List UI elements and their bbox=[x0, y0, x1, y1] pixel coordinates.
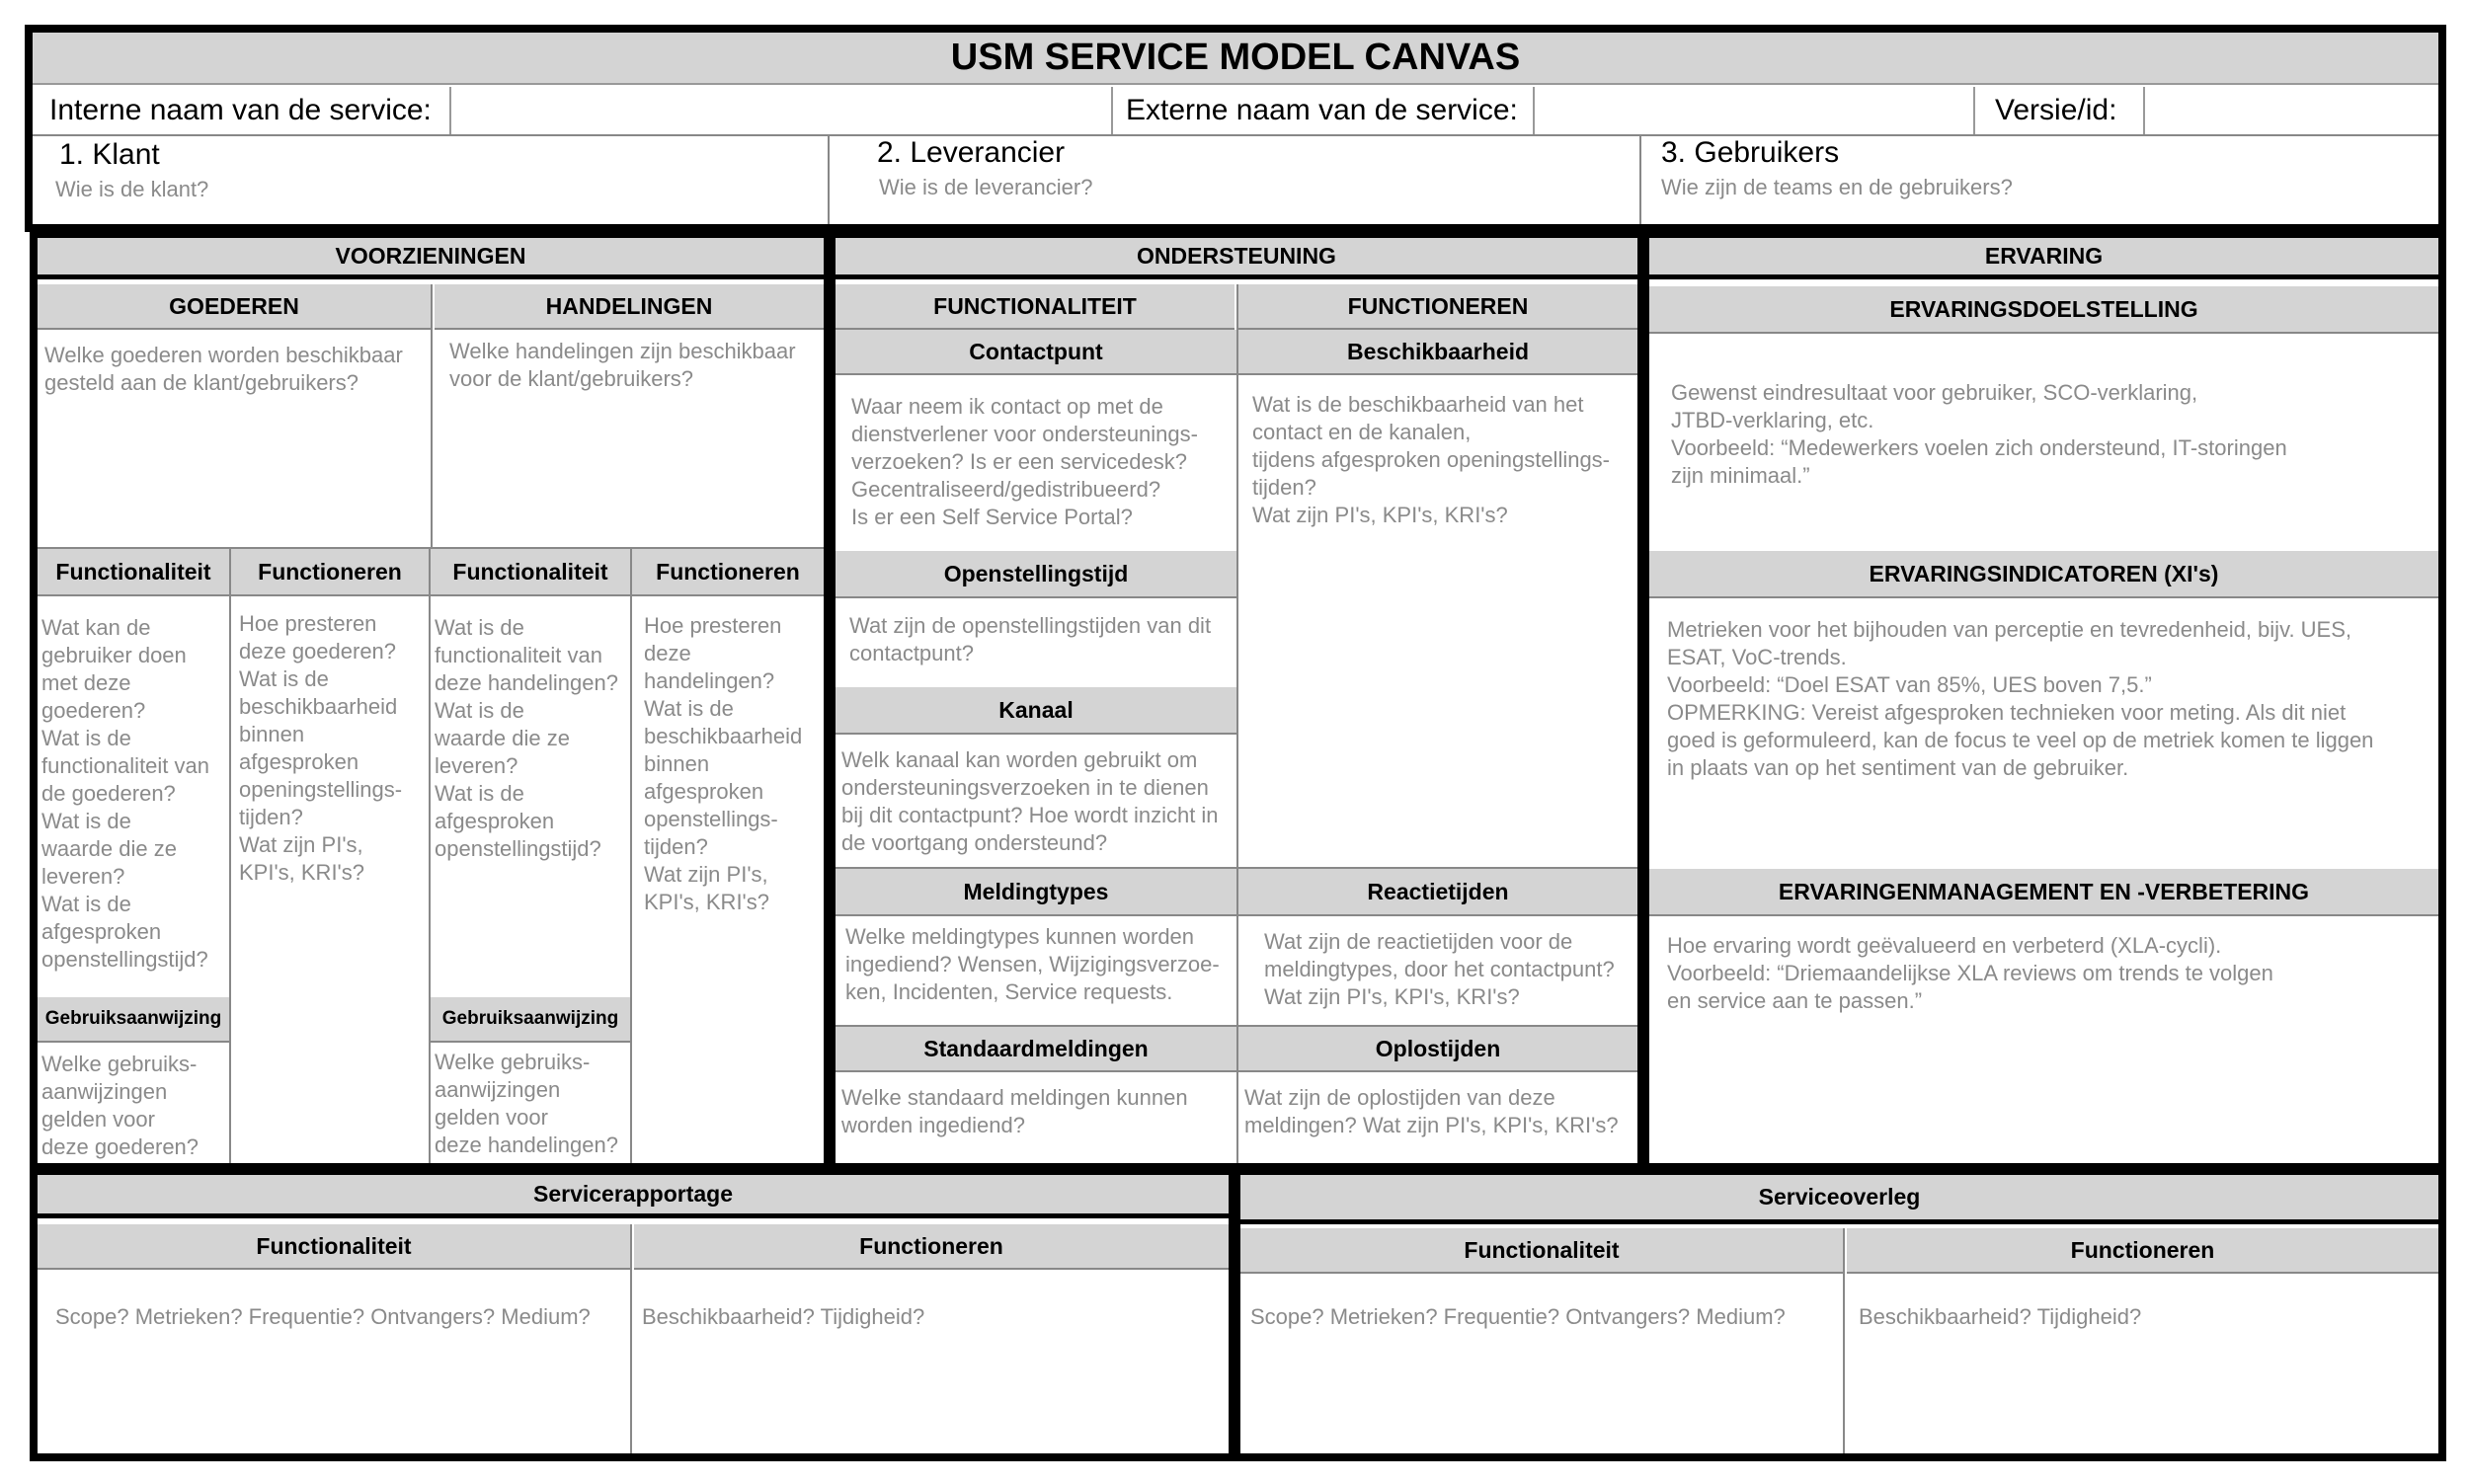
servicerapportage-header: Servicerapportage bbox=[38, 1175, 1229, 1218]
ervaringsindicatoren-header: ERVARINGSINDICATOREN (XI's) bbox=[1649, 551, 2438, 598]
party-klant-hint: Wie is de klant? bbox=[55, 177, 209, 201]
voorzieningen-header: VOORZIENINGEN bbox=[38, 238, 824, 279]
party-gebruikers bbox=[1661, 136, 2412, 215]
servicerapportage-functionaliteit-header: Functionaliteit bbox=[38, 1224, 630, 1270]
handelingen-functionaliteit-text: Wat is de functionaliteit van deze handelingen? Wat is de waarde die ze leveren? Wat is de afgesproken openstellingstijd? bbox=[435, 615, 618, 861]
reactietijden-header: Reactietijden bbox=[1238, 869, 1637, 916]
oplostijden-text: Wat zijn de oplostijden van deze meldingen? Wat zijn PI's, KPI's, KRI's? bbox=[1244, 1085, 1619, 1137]
version-field[interactable] bbox=[2143, 87, 2438, 134]
serviceoverleg-functionaliteit-header: Functionaliteit bbox=[1240, 1228, 1843, 1274]
external-name-label: Externe naam van de service: bbox=[1126, 94, 1518, 126]
party-klant-title: 1. Klant bbox=[59, 138, 160, 171]
servicerapportage-functioneren-text: Beschikbaarheid? Tijdigheid? bbox=[642, 1304, 925, 1329]
party-leverancier-title: 2. Leverancier bbox=[877, 136, 1066, 169]
servicerapportage-functionaliteit-text: Scope? Metrieken? Frequentie? Ontvangers? Medium? bbox=[55, 1304, 591, 1329]
kanaal-text: Welk kanaal kan worden gebruikt om ondersteuningsverzoeken in te dienen bij dit contactpunt? Hoe wordt inzicht in de voortgang ondersteund? bbox=[841, 747, 1219, 855]
page-title: USM SERVICE MODEL CANVAS bbox=[33, 33, 2438, 85]
voorz-col-divider-2 bbox=[429, 549, 431, 1163]
serviceoverleg-functioneren-text: Beschikbaarheid? Tijdigheid? bbox=[1859, 1304, 2142, 1329]
ondersteuning-sep-1 bbox=[836, 867, 1637, 869]
ervaringenmanagement-header: ERVARINGENMANAGEMENT EN -VERBETERING bbox=[1649, 869, 2438, 916]
voorz-sep-1 bbox=[38, 547, 824, 549]
openstellingstijd-header: Openstellingstijd bbox=[836, 551, 1236, 598]
serviceoverleg-header: Serviceoverleg bbox=[1240, 1175, 2438, 1224]
party-gebruikers-hint: Wie zijn de teams en de gebruikers? bbox=[1661, 175, 2013, 199]
goederen-text: Welke goederen worden beschikbaar gesteld aan de klant/gebruikers? bbox=[44, 343, 403, 395]
handelingen-text: Welke handelingen zijn beschikbaar voor de klant/gebruikers? bbox=[449, 339, 796, 391]
party-leverancier-hint: Wie is de leverancier? bbox=[879, 175, 1093, 199]
standaardmeldingen-text: Welke standaard meldingen kunnen worden ingediend? bbox=[841, 1085, 1188, 1137]
serviceoverleg-functionaliteit-text: Scope? Metrieken? Frequentie? Ontvangers? Medium? bbox=[1250, 1304, 1786, 1329]
ondersteuning-functioneren-header: FUNCTIONEREN bbox=[1238, 284, 1637, 330]
ervaringsdoelstelling-text: Gewenst eindresultaat voor gebruiker, SCO-verklaring, JTBD-verklaring, etc. Voorbeeld: “Medewerkers voelen zich ondersteund, IT-storingen zijn minimaal.” bbox=[1671, 380, 2287, 488]
handelingen-functionaliteit-header: Functionaliteit bbox=[431, 549, 630, 596]
serviceoverleg-divider bbox=[1843, 1228, 1845, 1453]
goederen-functioneren-header: Functioneren bbox=[231, 549, 429, 596]
ervaringsindicatoren-text: Metrieken voor het bijhouden van perceptie en tevredenheid, bijv. UES, ESAT, VoC-trends. Voorbeeld: “Doel ESAT van 85%, UES boven 7,5.” OPMERKING: Vereist afgesproken technieken voor meting. Als dit niet goed is geformuleerd, kan de focus te veel op de metriek komen te liggen in plaats van op het sentiment van de gebruiker. bbox=[1667, 617, 2374, 780]
goederen-handelingen-divider bbox=[431, 284, 433, 549]
servicerapportage-divider bbox=[630, 1224, 632, 1453]
internal-name-label: Interne naam van de service: bbox=[49, 94, 432, 126]
handelingen-gebruiksaanwijzing-header: Gebruiksaanwijzing bbox=[431, 997, 630, 1043]
openstellingstijd-text: Wat zijn de openstellingstijden van dit contactpunt? bbox=[849, 613, 1212, 665]
external-name-field[interactable] bbox=[1533, 87, 1975, 134]
goederen-functioneren-text: Hoe presteren deze goederen? Wat is de beschikbaarheid binnen afgesproken openingstellings- tijden? Wat zijn PI's, KPI's, KRI's? bbox=[239, 611, 403, 885]
servicerapportage-functioneren-header: Functioneren bbox=[634, 1224, 1229, 1270]
party-divider-1 bbox=[828, 136, 830, 224]
meldingtypes-text: Welke meldingtypes kunnen worden ingediend? Wensen, Wijzigingsverzoe- ken, Incidenten, Service requests. bbox=[845, 924, 1220, 1004]
handelingen-functioneren-header: Functioneren bbox=[632, 549, 824, 596]
contactpunt-text: Waar neem ik contact op met de dienstverlener voor ondersteunings- verzoeken? Is er een servicedesk? Gecentraliseerd/gedistribueerd? Is er een Self Service Portal? bbox=[851, 394, 1198, 529]
party-leverancier bbox=[877, 136, 1628, 215]
contactpunt-header: Contactpunt bbox=[836, 330, 1236, 375]
goederen-gebruiksaanwijzing-text: Welke gebruiks- aanwijzingen gelden voor deze goederen? bbox=[41, 1052, 199, 1159]
internal-name-field[interactable] bbox=[449, 87, 1113, 134]
oplostijden-header: Oplostijden bbox=[1238, 1027, 1637, 1072]
goederen-header: GOEDEREN bbox=[38, 284, 431, 330]
voorz-col-divider-1 bbox=[229, 549, 231, 1163]
party-divider-2 bbox=[1639, 136, 1641, 224]
beschikbaarheid-text: Wat is de beschikbaarheid van het contact en de kanalen, tijdens afgesproken openingstellings- tijden? Wat zijn PI's, KPI's, KRI's? bbox=[1252, 392, 1611, 527]
handelingen-gebruiksaanwijzing-text: Welke gebruiks- aanwijzingen gelden voor deze handelingen? bbox=[435, 1050, 618, 1157]
meldingtypes-header: Meldingtypes bbox=[836, 869, 1236, 916]
ervaring-header: ERVARING bbox=[1649, 238, 2438, 279]
ondersteuning-functionaliteit-header: FUNCTIONALITEIT bbox=[836, 284, 1234, 330]
party-klant bbox=[55, 138, 810, 217]
ervaringsdoelstelling-header: ERVARINGSDOELSTELLING bbox=[1649, 286, 2438, 334]
ondersteuning-header: ONDERSTEUNING bbox=[836, 238, 1637, 279]
goederen-functionaliteit-header: Functionaliteit bbox=[38, 549, 229, 596]
handelingen-header: HANDELINGEN bbox=[435, 284, 824, 330]
standaardmeldingen-header: Standaardmeldingen bbox=[836, 1027, 1236, 1072]
ondersteuning-sep-2 bbox=[836, 1025, 1637, 1027]
goederen-gebruiksaanwijzing-header: Gebruiksaanwijzing bbox=[38, 997, 229, 1043]
ervaringenmanagement-text: Hoe ervaring wordt geëvalueerd en verbeterd (XLA-cycli). Voorbeeld: “Driemaandelijkse XLA reviews om trends te volgen en service aan te passen.” bbox=[1667, 933, 2273, 1013]
serviceoverleg-functioneren-header: Functioneren bbox=[1847, 1228, 2438, 1274]
goederen-functionaliteit-text: Wat kan de gebruiker doen met deze goederen? Wat is de functionaliteit van de goederen? Wat is de waarde die ze leveren? Wat is de afgesproken openstellingstijd? bbox=[41, 615, 209, 972]
beschikbaarheid-header: Beschikbaarheid bbox=[1238, 330, 1637, 375]
kanaal-header: Kanaal bbox=[836, 687, 1236, 735]
voorz-col-divider-3 bbox=[630, 549, 632, 1163]
party-gebruikers-title: 3. Gebruikers bbox=[1661, 136, 1840, 169]
version-label: Versie/id: bbox=[1995, 94, 2117, 126]
handelingen-functioneren-text: Hoe presteren deze handelingen? Wat is de beschikbaarheid binnen afgesproken openstellings- tijden? Wat zijn PI's, KPI's, KRI's? bbox=[644, 613, 803, 914]
reactietijden-text: Wat zijn de reactietijden voor de meldingtypes, door het contactpunt? Wat zijn PI's, KPI's, KRI's? bbox=[1264, 929, 1615, 1009]
